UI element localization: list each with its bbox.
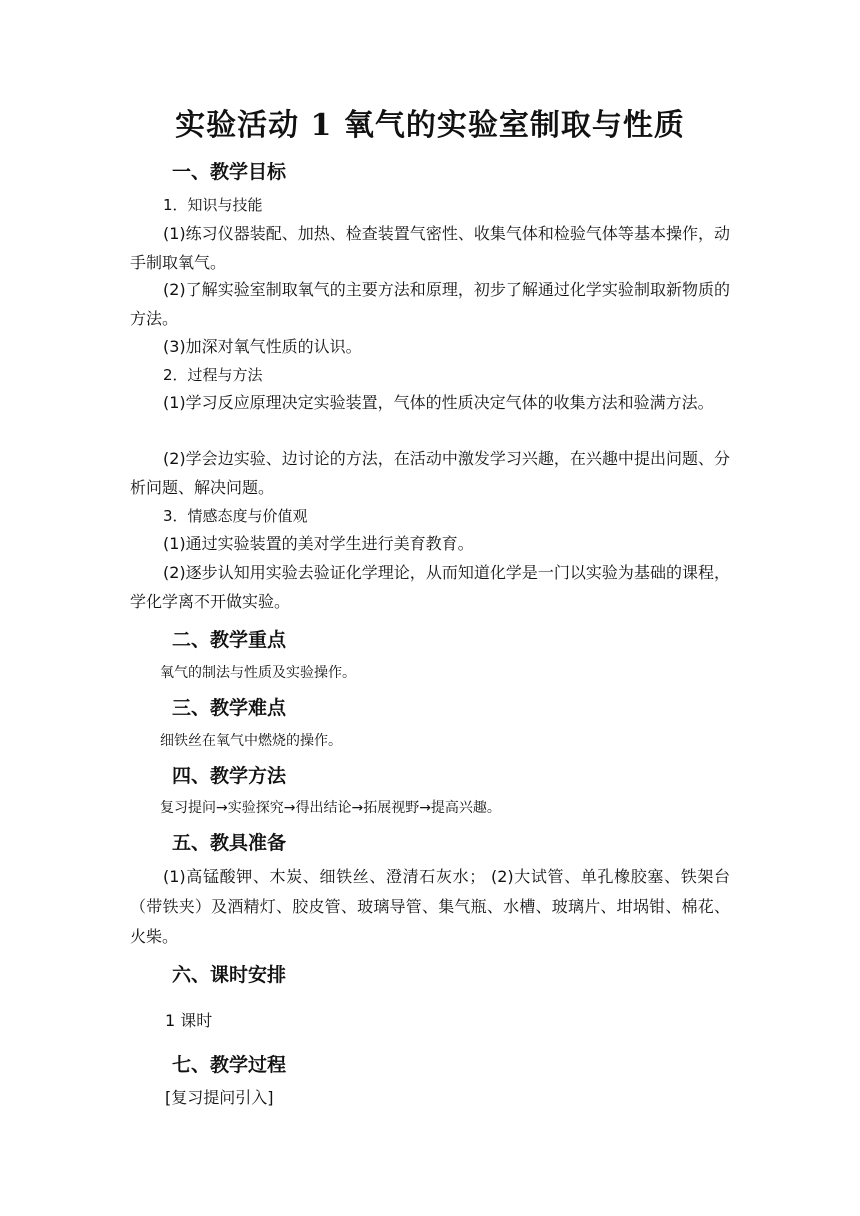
subheading-process-methods: 2．过程与方法 <box>163 366 263 384</box>
paragraph-objective-3: (3)加深对氧气性质的认识。 <box>163 337 362 356</box>
paragraph-attitude-2: (2)逐步认知用实验去验证化学理论，从而知道化学是一门以实验为基础的课程，学化学离不开做实验。 <box>130 563 730 611</box>
paragraph-process-2: (2)学会边实验、边讨论的方法，在活动中激发学习兴趣，在兴趣中提出问题、分析问题、解决问题。 <box>130 449 730 497</box>
subheading-knowledge-skills: 1．知识与技能 <box>163 196 263 214</box>
paragraph-objective-2: (2)了解实验室制取氧气的主要方法和原理，初步了解通过化学实验制取新物质的方法。 <box>130 280 730 328</box>
document-title: 实验活动 1 氧气的实验室制取与性质 <box>175 108 685 143</box>
paragraph-attitude-1: (1)通过实验装置的美对学生进行美育教育。 <box>163 534 474 553</box>
difficulties-text: 细铁丝在氧气中燃烧的操作。 <box>160 733 342 749</box>
section-heading-schedule: 六、课时安排 <box>172 964 287 986</box>
section-heading-teaching-objectives: 一、教学目标 <box>172 161 287 183</box>
section-heading-methods: 四、教学方法 <box>172 765 287 787</box>
section-heading-materials: 五、教具准备 <box>172 832 287 854</box>
section-heading-key-points: 二、教学重点 <box>172 629 287 651</box>
section-heading-difficulties: 三、教学难点 <box>172 697 287 719</box>
section-heading-process: 七、教学过程 <box>172 1054 287 1076</box>
methods-text: 复习提问→实验探究→得出结论→拓展视野→提高兴趣。 <box>160 800 501 816</box>
paragraph-objective-1: (1)练习仪器装配、加热、检查装置气密性、收集气体和检验气体等基本操作，动手制取氧气。 <box>130 224 730 272</box>
materials-text: (1)高锰酸钾、木炭、细铁丝、澄清石灰水； (2)大试管、单孔橡胶塞、铁架台（带铁夹）及酒精灯、胶皮管、玻璃导管、集气瓶、水槽、玻璃片、坩埚钳、棉花、火柴。 <box>130 867 730 946</box>
process-text: [复习提问引入] <box>165 1088 274 1107</box>
paragraph-process-1: (1)学习反应原理决定实验装置，气体的性质决定气体的收集方法和验满方法。 <box>163 393 714 412</box>
key-points-text: 氧气的制法与性质及实验操作。 <box>160 665 356 681</box>
subheading-attitudes-values: 3．情感态度与价值观 <box>163 507 308 525</box>
schedule-text: 1 课时 <box>165 1011 213 1030</box>
